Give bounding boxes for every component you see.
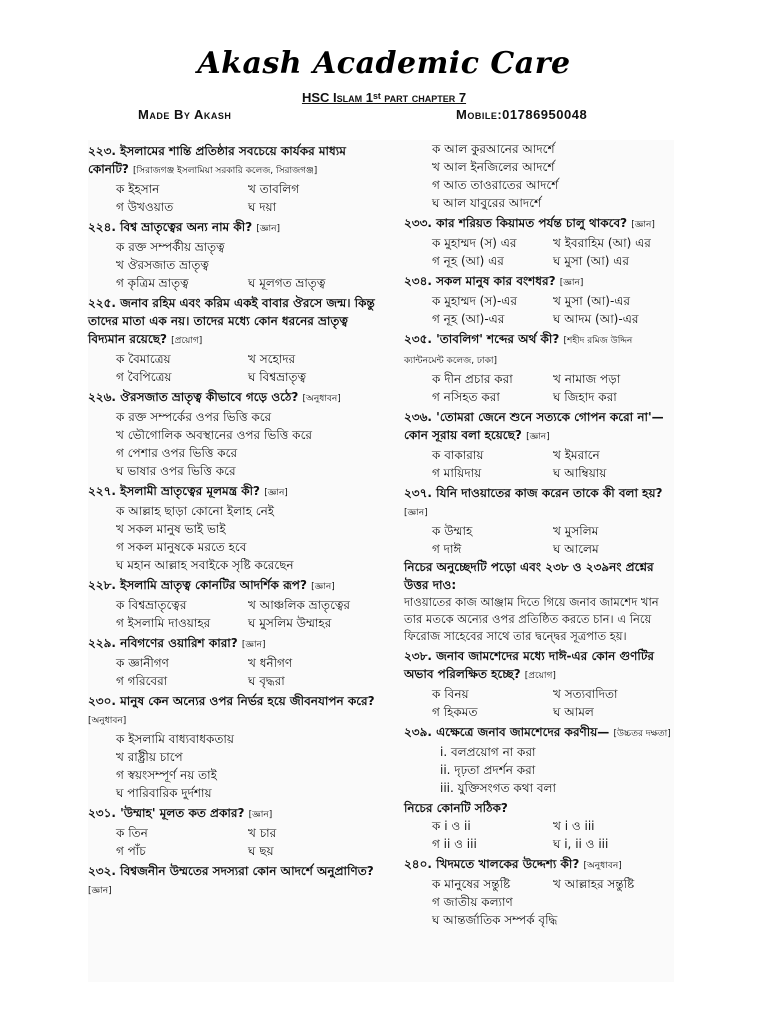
option-c: গ হিকমত [432, 705, 478, 719]
option-d: ঘ আমল [553, 705, 594, 719]
option-c: গ নূহ (আ) এর [432, 254, 504, 268]
question-text: ২৩৯. এক্ষেত্রে জনাব জামশেদের করণীয়— [404, 725, 610, 739]
made-by: Made By Akash [138, 107, 232, 122]
question-tag: [উচ্চতর দক্ষতা] [613, 729, 671, 739]
options-row [404, 685, 674, 703]
options-row [88, 614, 380, 632]
option-b: খ ধনীগণ [248, 656, 293, 670]
option-b: খ আল্লাহর সন্তুষ্টি [553, 877, 635, 891]
option-c: গ ii ও iii [432, 837, 477, 851]
option-a: ক আল কুরআনের আদর্শে [432, 142, 555, 156]
chapter-subtitle-text: HSC Islam 1ˢᵗ part chapter 7 [301, 90, 467, 105]
options-row [88, 596, 380, 614]
question-235 [404, 330, 674, 370]
option-a: ক মুহাম্মদ (স)-এর [432, 294, 518, 308]
question-text: ২৩৭. যিনি দাওয়াতের কাজ করেন তাকে কী বলা হয়? [404, 486, 663, 500]
option-c: গ গরিবেরা [116, 674, 168, 688]
option-b: খ তাবলিগ [248, 182, 300, 196]
question-238 [404, 647, 674, 685]
option-b: খ চার [248, 826, 277, 840]
which-correct: নিচের কোনটি সঠিক? [404, 801, 508, 815]
options-row [404, 703, 674, 721]
option-c: গ পেশার ওপর ভিত্তি করে [116, 446, 238, 460]
option-c: গ পাঁচ [116, 844, 146, 858]
option-c: গ জাতীয় কল্যাণ [432, 895, 513, 909]
option-b: খ সত্যবাদিতা [553, 687, 618, 701]
question-text: ২৩৮. জনাব জামশেদের মধ্যে দাঈ-এর কোন গুণটির অভাব পরিলক্ষিত হচ্ছে? [404, 649, 654, 681]
question-text: ২৩১. 'উম্মাহ' মূলত কত প্রকার? [88, 806, 245, 820]
question-224 [88, 218, 380, 238]
question-tag: [অনুধাবন] [88, 716, 127, 726]
statement-ii: ii. দৃঢ়তা প্রদর্শন করা [440, 763, 536, 777]
question-228 [88, 576, 380, 596]
options-row [404, 540, 674, 558]
option-c: গ নূহ (আ)-এর [432, 312, 505, 326]
question-tag: [অনুধাবন] [302, 394, 341, 404]
question-text: ২৩৩. কার শরিয়ত কিয়ামত পর্যন্ত চালু থাকবে? [404, 216, 628, 230]
options-row [88, 350, 380, 368]
question-223 [88, 142, 380, 180]
option-b: খ ভৌগোলিক অবস্থানের ওপর ভিত্তি করে [116, 428, 312, 442]
option-c: গ দাঈ [432, 542, 462, 556]
left-column [88, 140, 380, 900]
question-text: ২২৩. ইসলামের শান্তি প্রতিষ্ঠার সবচেয়ে কার্যকর মাধ্যম কোনটি? [88, 144, 346, 176]
options-row [404, 446, 674, 464]
options-row [404, 835, 674, 853]
question-text: ২২৬. ঔরসজাত ভ্রাতৃত্ব কীভাবে গড়ে ওঠে? [88, 390, 299, 404]
option-c: গ সকল মানুষকে মরতে হবে [116, 540, 247, 554]
question-tag: [জ্ঞান] [88, 886, 112, 896]
question-text: ২৩৫. 'তাবলিগ' শব্দের অর্থ কী? [404, 332, 560, 346]
options-row [88, 672, 380, 690]
question-tag: [জ্ঞান] [631, 220, 655, 230]
options-row [88, 274, 380, 292]
option-c: গ নসিহত করা [432, 390, 500, 404]
option-a: ক উম্মাহ [432, 524, 473, 538]
question-232 [88, 862, 380, 900]
question-230 [88, 692, 380, 730]
option-a: ক ইহসান [116, 182, 160, 196]
option-d: ঘ মুসলিম উম্মাহর [248, 616, 332, 630]
option-b: খ সহোদর [248, 352, 296, 366]
question-tag: [জ্ঞান] [526, 432, 550, 442]
question-text: ২২৮. ইসলামি ভ্রাতৃত্ব কোনটির আদর্শিক রূপ? [88, 578, 307, 592]
option-d: ঘ বৃদ্ধরা [248, 674, 285, 688]
option-a: ক রক্ত সম্পর্কের ওপর ভিত্তি করে [116, 410, 272, 424]
option-a: ক বাকারায় [432, 448, 484, 462]
option-a: ক জ্ঞানীগণ [116, 656, 169, 670]
option-c: গ কৃত্রিম ভ্রাতৃত্ব [116, 276, 189, 290]
question-226 [88, 388, 380, 408]
statement-iii: iii. যুক্তিসংগত কথা বলা [440, 781, 556, 795]
options-row [404, 234, 674, 252]
question-237 [404, 484, 674, 522]
options-row [404, 252, 674, 270]
option-a: ক মুহাম্মদ (স) এর [432, 236, 517, 250]
option-b: খ i ও iii [553, 819, 595, 833]
option-d: ঘ বিশ্বভ্রাতৃত্ব [248, 370, 307, 384]
question-229 [88, 634, 380, 654]
options-row [404, 817, 674, 835]
option-b: খ মুসলিম [553, 524, 599, 538]
options-row [88, 824, 380, 842]
option-d: ঘ ভাষার ওপর ভিত্তি করে [116, 464, 236, 478]
question-text: ২২৯. নবিগণের ওয়ারিশ কারা? [88, 636, 238, 650]
question-tag: [সিরাজগঞ্জ ইসলামিয়া সরকারি কলেজ, সিরাজগঞ্জ] [133, 166, 318, 176]
option-b: খ ইবরাহিম (আ) এর [553, 236, 651, 250]
question-236 [404, 408, 674, 446]
option-a: ক i ও ii [432, 819, 471, 833]
option-d: ঘ আদম (আ)-এর [553, 312, 639, 326]
option-c: গ ইসলামি দাওয়াহর [116, 616, 211, 630]
option-d: ঘ দয়া [248, 200, 277, 214]
option-d: ঘ আন্তর্জাতিক সম্পর্ক বৃদ্ধি [432, 913, 558, 927]
question-tag: [শহীদ রমিজ উদ্দিন ক্যান্টনমেন্ট কলেজ, ঢাকা] [404, 336, 633, 366]
option-b: খ আঞ্চলিক ভ্রাতৃত্বের [248, 598, 351, 612]
passage-body: দাওয়াতের কাজ আঞ্জাম দিতে গিয়ে জনাব জামশেদ খান তার মতকে অন্যের ওপর প্রতিষ্ঠিত করতে চান। এ নিয়ে ফিরোজ সাহেবের সাথে তার দ্বন্দ্বের সূত্রপাত হয়। [404, 595, 659, 643]
question-tag: [প্রয়োগ] [171, 336, 203, 346]
statement-i: i. বলপ্রয়োগ না করা [440, 745, 536, 759]
option-c: গ মায়িদায় [432, 466, 482, 480]
option-b: খ সকল মানুষ ভাই ভাই [116, 522, 226, 536]
option-b: খ নামাজ পড়া [553, 372, 621, 386]
options-row [404, 464, 674, 482]
option-d: ঘ মূলগত ভ্রাতৃত্ব [248, 276, 326, 290]
page-title: Akash Academic Care [197, 46, 571, 81]
question-239 [404, 723, 674, 743]
option-d: ঘ মুসা (আ) এর [553, 254, 630, 268]
option-b: খ ইমরানে [553, 448, 600, 462]
option-a: ক তিন [116, 826, 148, 840]
option-b: খ আল ইনজিলের আদর্শে [432, 160, 555, 174]
option-c: গ আত তাওরাতের আদর্শে [432, 178, 559, 192]
option-d: ঘ ছয় [248, 844, 274, 858]
question-225 [88, 294, 380, 350]
options-row [88, 180, 380, 198]
question-text: ২২৭. ইসলামী ভ্রাতৃত্বের মূলমন্ত্র কী? [88, 484, 261, 498]
option-a: ক বিশ্বভ্রাতৃত্বের [116, 598, 187, 612]
option-a: ক বৈমাত্রেয় [116, 352, 171, 366]
options-row [404, 370, 674, 388]
question-tag: [জ্ঞান] [241, 640, 266, 650]
option-d: ঘ আম্বিয়ায় [553, 466, 607, 480]
options-row [404, 388, 674, 406]
question-text: ২২৪. বিশ্ব ভ্রাতৃত্বের অন্য নাম কী? [88, 220, 253, 234]
option-a: ক ইসলামি বাধ্যবাধকতায় [116, 732, 234, 746]
question-231 [88, 804, 380, 824]
question-234 [404, 272, 674, 292]
options-row [404, 292, 674, 310]
question-text: ২৩২. বিশ্বজনীন উম্মতের সদস্যরা কোন আদর্শে অনুপ্রাণিত? [88, 864, 374, 878]
option-a: ক আল্লাহ ছাড়া কোনো ইলাহ নেই [116, 504, 275, 518]
question-tag: [জ্ঞান] [256, 224, 281, 234]
chapter-subtitle [0, 90, 768, 105]
question-227 [88, 482, 380, 502]
question-tag: [জ্ঞান] [404, 508, 428, 518]
option-b: খ ঔরসজাত ভ্রাতৃত্ব [116, 258, 209, 272]
option-d: ঘ জিহাদ করা [553, 390, 617, 404]
option-c: গ বৈপিত্রেয় [116, 370, 172, 384]
options-row [88, 842, 380, 860]
option-a: ক দীন প্রচার করা [432, 372, 513, 386]
option-b: খ রাষ্ট্রীয় চাপে [116, 750, 183, 764]
option-c: গ উখওয়াত [116, 200, 174, 214]
right-column [404, 140, 674, 929]
question-tag: [প্রয়োগ] [524, 671, 556, 681]
options-row [88, 654, 380, 672]
options-row [404, 875, 674, 893]
option-a: ক বিনয় [432, 687, 469, 701]
question-tag: [জ্ঞান] [264, 488, 288, 498]
question-tag: [জ্ঞান] [559, 278, 584, 288]
options-row [404, 310, 674, 328]
options-row [88, 368, 380, 386]
question-text: ২৪০. খিদমতে খালকের উদ্দেশ্য কী? [404, 857, 580, 871]
option-d: ঘ i, ii ও iii [553, 837, 609, 851]
options-row [404, 522, 674, 540]
options-row [88, 198, 380, 216]
question-240 [404, 855, 674, 875]
question-tag: [জ্ঞান] [311, 582, 335, 592]
question-tag: [জ্ঞান] [248, 810, 273, 820]
question-233 [404, 214, 674, 234]
option-a: ক রক্ত সম্পর্কীয় ভ্রাতৃত্ব [116, 240, 225, 254]
option-d: ঘ আলেম [553, 542, 599, 556]
option-d: ঘ মহান আল্লাহ সবাইকে সৃষ্টি করেছেন [116, 558, 294, 572]
option-b: খ মুসা (আ)-এর [553, 294, 630, 308]
mobile-number: Mobile:01786950048 [456, 107, 588, 122]
question-text: ২৩৬. 'তোমরা জেনে শুনে সত্যকে গোপন করো না'— কোন সূরায় বলা হয়েছে? [404, 410, 664, 442]
question-text: ২৩৪. সকল মানুষ কার বংশধর? [404, 274, 556, 288]
question-tag: [অনুধাবন] [583, 861, 622, 871]
scanned-page [88, 140, 674, 982]
option-a: ক মানুষের সন্তুষ্টি [432, 877, 511, 891]
option-d: ঘ আল যাবুরের আদর্শে [432, 196, 542, 210]
passage-heading: নিচের অনুচ্ছেদটি পড়ো এবং ২৩৮ ও ২৩৯নং প্রশ্নের উত্তর দাও: [404, 560, 654, 592]
question-text: ২৩০. মানুষ কেন অন্যের ওপর নির্ভর হয়ে জীবনযাপন করে? [88, 694, 375, 708]
option-c: গ স্বয়ংসম্পূর্ণ নয় তাই [116, 768, 217, 782]
option-d: ঘ পারিবারিক দুর্দশায় [116, 786, 212, 800]
question-text: ২২৫. জনাব রহিম এবং করিম একই বাবার ঔরসে জন্ম। কিন্তু তাদের মাতা এক নয়। তাদের মধ্যে কোন ধরনের ভ্রাতৃত্ব বিদ্যমান রয়েছে? [88, 296, 375, 346]
